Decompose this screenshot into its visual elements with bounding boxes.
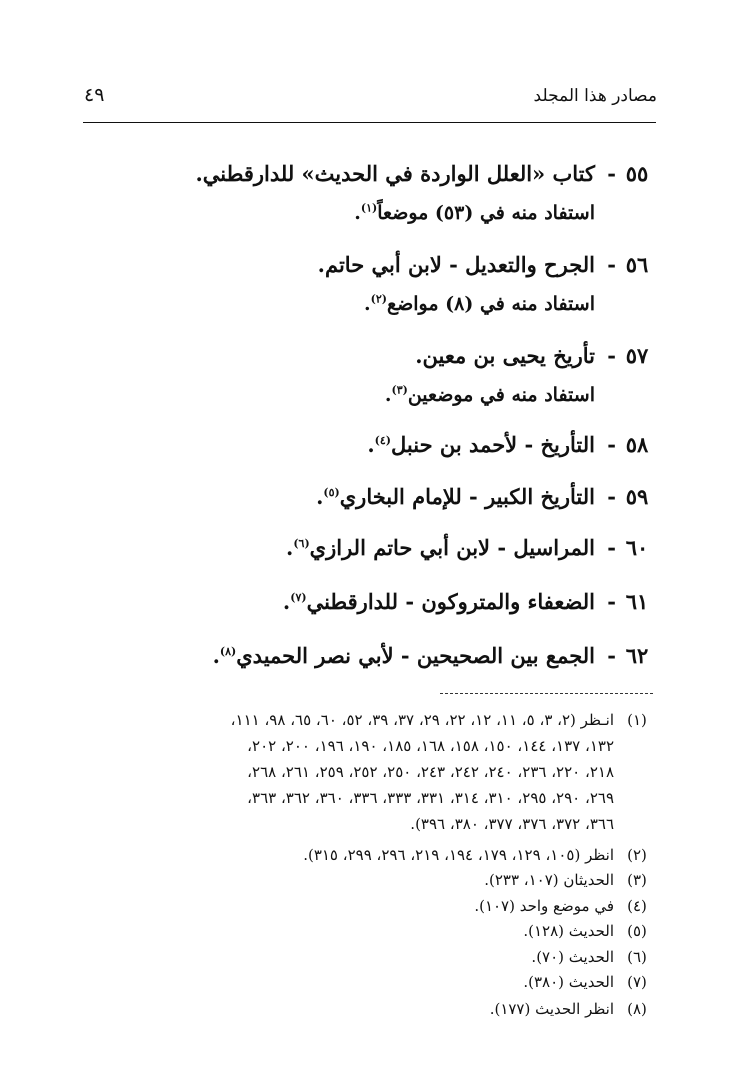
entry-number: ٥٥ (625, 161, 649, 186)
footnote-number: (٦) (627, 948, 647, 966)
entry-title: كتاب «العلل الواردة في الحديث» للدارقطني. (195, 161, 595, 186)
footnote-line: الحديث (٧٠). (531, 948, 614, 966)
footnote-number: (٤) (627, 897, 647, 915)
footnote-ref: (١) (360, 201, 378, 215)
source-entry-61 (0, 582, 750, 622)
entry-dash: - (607, 484, 616, 509)
entry-title: المراسيل - لابن أبي حاتم الرازي$^{(٦)}$. (286, 535, 595, 560)
footnote-number: (٣) (627, 871, 647, 889)
source-entry-57 (0, 336, 750, 406)
entry-number: ٦١ (625, 589, 649, 614)
footnote-text (531, 944, 614, 970)
page-number: ٤٩ (84, 84, 105, 106)
footnote-text (474, 893, 614, 919)
footnote-line: انـظر (٢، ٣، ٥، ١١، ١٢، ٢٢، ٢٩، ٣٧، ٣٩، ٥٢، ٦٠، ٦٥، ٩٨، ١١١، (230, 711, 614, 729)
entry-number: ٥٩ (625, 484, 649, 509)
entry-dash: - (607, 161, 616, 186)
entry-title-text: التأريخ الكبير - للإمام البخاري (339, 484, 595, 509)
footnote-ref: (٦) (293, 537, 310, 550)
footnote-ref: (٧) (290, 591, 307, 604)
entry-title: الجمع بين الصحيحين - لأبي نصر الحميدي$^{(٨)}$. (212, 643, 595, 668)
footnote-line: الحديث (٣٨٠). (523, 973, 614, 991)
footnote-ref: (٣) (391, 383, 408, 397)
entry-title-text: الجمع بين الصحيحين - لأبي نصر الحميدي (236, 643, 595, 668)
footnote-line: ٣٦٦، ٣٧٢، ٣٧٦، ٣٧٧، ٣٨٠، ٣٩٦). (410, 815, 614, 833)
entry-dash: - (607, 589, 616, 614)
entry-number: ٥٨ (625, 432, 649, 457)
footnote-divider (440, 693, 653, 694)
footnote-number: (١) (627, 711, 647, 729)
footnote-number: (٢) (627, 846, 647, 864)
footnote-text (484, 867, 614, 893)
source-entry-62 (0, 636, 750, 676)
footnote-number: (٥) (627, 922, 647, 940)
footnote-line: ٢١٨، ٢٢٠، ٢٣٦، ٢٤٠، ٢٤٢، ٢٤٣، ٢٥٠، ٢٥٢، ٢٥٩، ٢٦١، ٢٦٨، (247, 763, 614, 781)
footnote-number: (٨) (627, 1000, 647, 1018)
source-entry-60 (0, 528, 750, 568)
footnote-line: ٢٦٩، ٢٩٠، ٢٩٥، ٣١٠، ٣١٤، ٣٣١، ٣٣٣، ٣٣٦، ٣٦٠، ٣٦٢، ٣٦٣، (247, 789, 614, 807)
footnote-line: انظر (١٠٥، ١٢٩، ١٧٩، ١٩٤، ٢١٩، ٢٩٦، ٢٩٩، ٣١٥). (303, 846, 614, 864)
entry-title: التأريخ الكبير - للإمام البخاري$^{(٥)}$. (316, 484, 595, 509)
footnote-ref: (٥) (323, 486, 340, 499)
entry-title-text: التأريخ - لأحمد بن حنبل (391, 432, 595, 457)
footnote-ref: (٤) (374, 434, 392, 447)
header-divider (83, 122, 656, 123)
entry-dash: - (607, 343, 616, 368)
entry-dash: - (607, 252, 616, 277)
source-entry-58 (0, 425, 750, 465)
entry-number: ٥٧ (625, 343, 649, 368)
usage-note-text: استفاد منه في موضعين (407, 384, 595, 406)
entry-number: ٦٠ (625, 535, 649, 560)
usage-note-text: استفاد منه في (٨) مواضع (387, 293, 595, 315)
footnote-text (490, 996, 614, 1022)
source-entry-55 (0, 154, 750, 224)
footnote-text (303, 842, 614, 868)
entry-title: التأريخ - لأحمد بن حنبل$^{(٤)}$. (367, 432, 595, 457)
entry-dash: - (607, 643, 616, 668)
entry-title: تأريخ يحيى بن معين. (415, 343, 595, 368)
footnote-number: (٧) (627, 973, 647, 991)
entry-number: ٦٢ (625, 643, 649, 668)
source-entry-59 (0, 477, 750, 517)
footnote-line: ١٣٢، ١٣٧، ١٤٤، ١٥٠، ١٥٨، ١٦٨، ١٨٥، ١٩٠، ١٩٦، ٢٠٠، ٢٠٢، (247, 737, 614, 755)
entry-title-text: المراسيل - لابن أبي حاتم الرازي (309, 535, 595, 560)
entry-dash: - (607, 432, 616, 457)
entry-number: ٥٦ (625, 252, 649, 277)
entry-usage-note: استفاد منه في (٥٣) موضعاً$^{(١)}$. (354, 201, 595, 224)
source-entry-56 (0, 245, 750, 315)
footnote-text (523, 918, 614, 944)
entry-title: الضعفاء والمتروكون - للدارقطني$^{(٧)}$. (282, 589, 595, 614)
footnote-line: الحديثان (١٠٧، ٢٣٣). (484, 871, 614, 889)
entry-dash: - (607, 535, 616, 560)
footnote-text (231, 707, 614, 837)
footnote-line: في موضع واحد (١٠٧). (474, 897, 614, 915)
entry-usage-note: استفاد منه في موضعين$^{(٣)}$. (384, 383, 595, 406)
usage-note-text: استفاد منه في (٥٣) موضعاً (377, 202, 595, 224)
running-header-title: مصادر هذا المجلد (533, 86, 657, 106)
footnote-line: الحديث (١٢٨). (523, 922, 614, 940)
footnote-ref: (٢) (370, 292, 387, 306)
footnote-ref: (٨) (219, 645, 237, 658)
footnote-line: انظر الحديث (١٧٧). (489, 1000, 614, 1018)
entry-usage-note: استفاد منه في (٨) مواضع$^{(٢)}$. (364, 292, 595, 315)
footnote-text (523, 969, 614, 995)
entry-title: الجرح والتعديل - لابن أبي حاتم. (317, 252, 595, 277)
entry-title-text: الضعفاء والمتروكون - للدارقطني (306, 589, 595, 614)
